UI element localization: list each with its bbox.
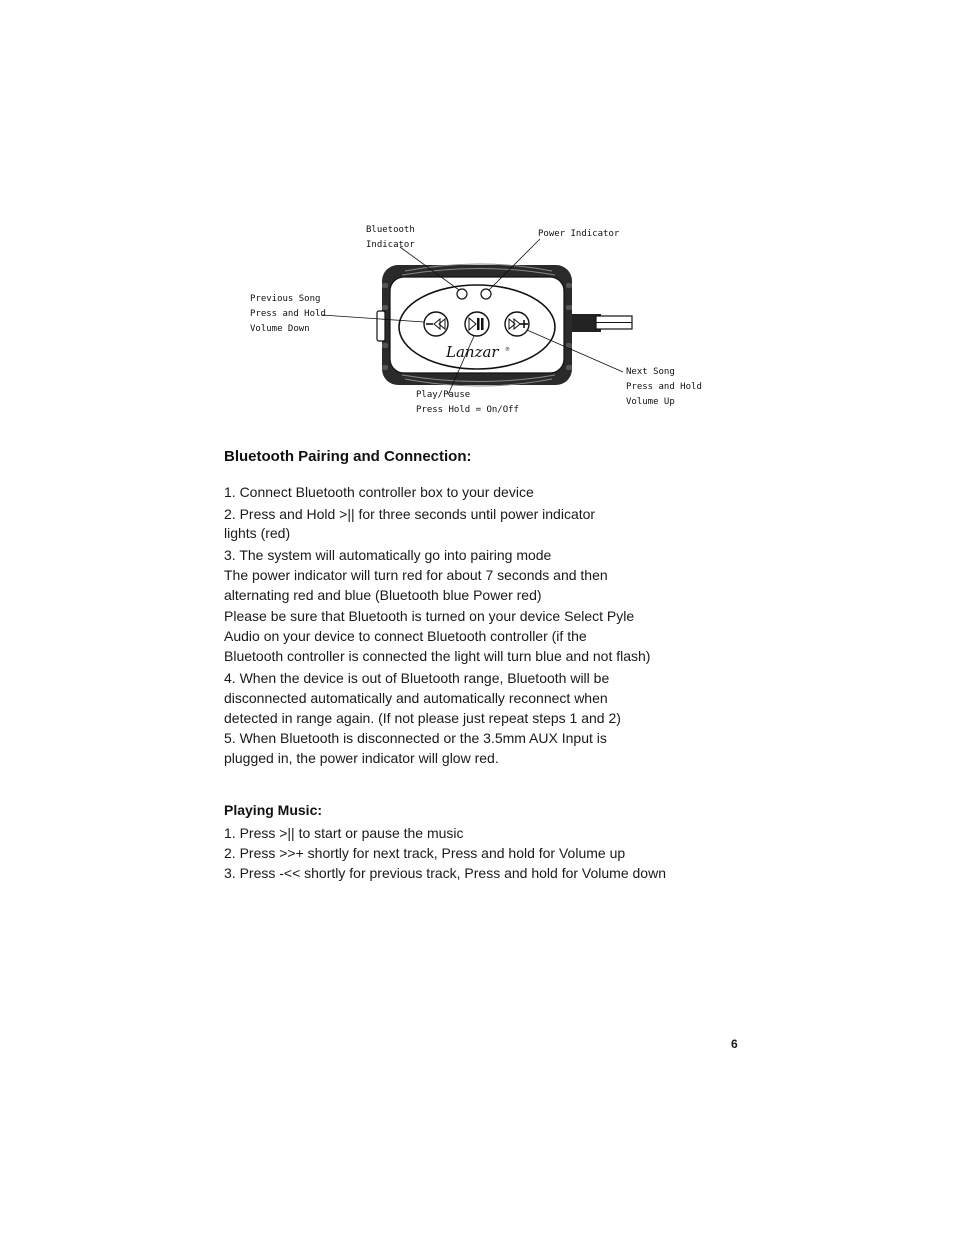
section-heading-playing-music: Playing Music:	[224, 802, 323, 818]
bluetooth-note: Please be sure that Bluetooth is turned on your device Select Pyle Audio on your device to connect Bluetooth controller (if the Bluetooth controller is connected the light will turn blue and not flash)	[224, 608, 651, 664]
controller-diagram	[240, 215, 700, 425]
step-4: 4. When the device is out of Bluetooth range, Bluetooth will be disconnected automatically and automatically reconnect when detected in range again. (If not please just repeat steps 1 and 2)	[224, 670, 621, 726]
page-number: 6	[731, 1037, 738, 1051]
step-5: 5. When Bluetooth is disconnected or the 3.5mm AUX Input is plugged in, the power indicator will glow red.	[224, 730, 607, 766]
side-port	[377, 311, 385, 341]
power-indicator-led	[481, 289, 491, 299]
brand-logo: Lanzar	[446, 343, 499, 361]
section-heading-pairing: Bluetooth Pairing and Connection:	[224, 448, 472, 465]
playing-music-steps: 1. Press >|| to start or pause the music 2. Press >>+ shortly for next track, Press and hold for Volume up 3. Press -<< shortly for previous track, Press and hold for Volume down	[224, 825, 666, 881]
label-bluetooth-indicator: Bluetooth Indicator	[366, 225, 415, 250]
label-previous-song: Previous Song Press and Hold Volume Down	[250, 294, 326, 334]
bluetooth-indicator-led	[457, 289, 467, 299]
step-1: 1. Connect Bluetooth controller box to your device	[224, 484, 534, 500]
label-power-indicator: Power Indicator	[538, 229, 620, 239]
label-next-song: Next Song Press and Hold Volume Up	[626, 367, 702, 407]
step-3: 3. The system will automatically go into pairing mode The power indicator will turn red for about 7 seconds and then alternating red and blue (Bluetooth blue Power red)	[224, 547, 608, 603]
svg-text:®: ®	[505, 347, 510, 353]
label-play-pause: Play/Pause Press Hold = On/Off	[416, 390, 519, 415]
step-2: 2. Press and Hold >|| for three seconds until power indicator lights (red)	[224, 506, 596, 541]
